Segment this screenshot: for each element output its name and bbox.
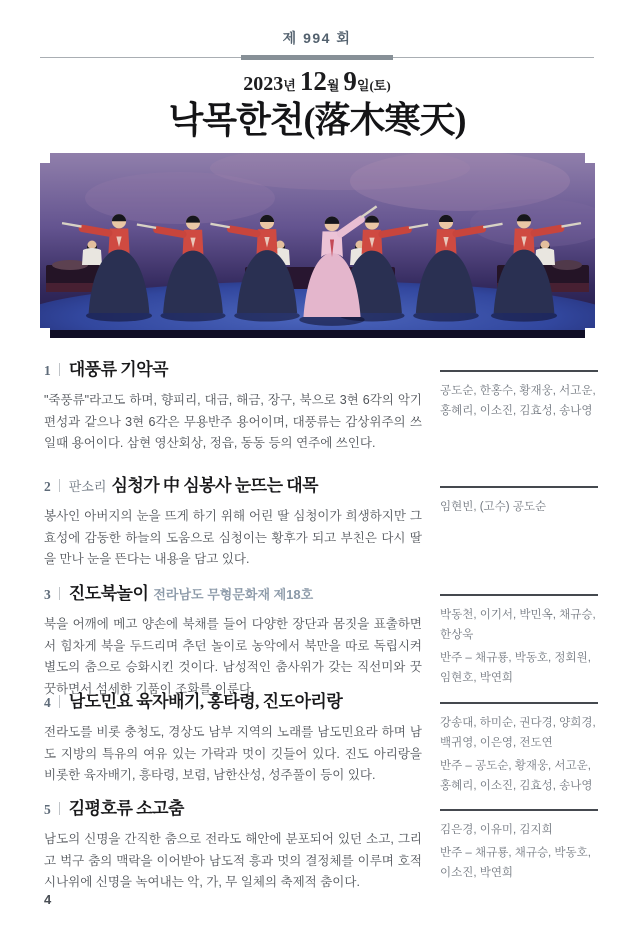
- section-title-text: 김평호류 소고춤: [68, 799, 184, 818]
- section-divider-bar: [59, 479, 60, 492]
- section-description: 봉사인 아버지의 눈을 뜨게 하기 위해 어린 딸 심청이가 희생하지만 그 효성에 감동한 하늘의 도움으로 심청이는 황후가 되고 부친은 다시 딸을 만나 눈을 뜬다는 내용을 담고 있다.: [44, 509, 422, 566]
- section-number: 3: [44, 587, 51, 602]
- performer-line: 김은경, 이유미, 김지희: [440, 824, 553, 836]
- date-day-unit: 일(토): [356, 78, 391, 93]
- section-number: 4: [44, 695, 51, 710]
- section-subtitle: 전라남도 무형문화재 제18호: [153, 587, 314, 602]
- section-description: 북을 어깨에 메고 양손에 북채를 들어 다양한 장단과 몸짓을 표출하면서 힘차게 북을 두드리며 추던 놀이로 농악에서 북만을 따로 독립시켜 별도의 춤으로 승화시킨 것이다. 남성적인 춤사위가 갖는 직선미와 꿋꿋하면서 섬세한 기품이 조화를 이룬다.: [44, 617, 422, 696]
- section-number: 1: [44, 363, 51, 378]
- performer-list: [440, 809, 598, 886]
- section-title-text: 심청가 中 심봉사 눈뜨는 대목: [111, 476, 319, 495]
- date-month-unit: 월: [326, 78, 340, 93]
- accompaniment-line: 반주 – 공도순, 황재웅, 서고운, 홍혜리, 이소진, 김효성, 송나영: [440, 760, 593, 793]
- edition-number: 제 994 회: [282, 30, 352, 46]
- header-divider-accent: [241, 55, 393, 60]
- performer-line: 박동천, 이기서, 박민옥, 채규승, 한상욱: [440, 609, 596, 642]
- section-divider-bar: [59, 363, 60, 376]
- section-divider-bar: [59, 802, 60, 815]
- section-number: 2: [44, 479, 51, 494]
- performer-list: [440, 702, 598, 800]
- stage-photo: [40, 153, 595, 338]
- date-year-unit: 년: [283, 78, 296, 93]
- section-description: 전라도를 비롯 충청도, 경상도 남부 지역의 노래를 남도민요라 하며 남도 지방의 특유의 여유 있는 가락과 멋이 깃들어 있다. 진도 아리랑을 비롯한 육자배기, 흥타령, 보렴, 남한산성, 성주풀이 등이 있다.: [44, 725, 422, 782]
- performer-list: [440, 486, 598, 520]
- performer-list: [440, 370, 598, 424]
- page-number: 4: [44, 892, 52, 907]
- accompaniment-line: 반주 – 채규룡, 채규승, 박동호, 이소진, 박연희: [440, 847, 591, 880]
- section-title-text: 남도민요 육자배기, 홍타령, 진도아리랑: [68, 692, 343, 711]
- accompaniment-line: 반주 – 채규룡, 박동호, 정회원, 임현호, 박연희: [440, 652, 591, 685]
- date-month: 12: [299, 66, 327, 96]
- date-day: 9: [343, 66, 357, 96]
- section-title: [44, 690, 422, 715]
- section-title: [44, 474, 422, 499]
- section-number: 5: [44, 802, 51, 817]
- date-year: 2023: [243, 73, 284, 95]
- performer-line: 공도순, 한홍수, 황재웅, 서고운, 홍혜리, 이소진, 김효성, 송나영: [440, 385, 596, 418]
- performer-line: 임현빈, (고수) 공도순: [440, 501, 547, 513]
- stage-photo-illustration: [40, 153, 595, 338]
- section-title-text: 대풍류 기악곡: [68, 360, 169, 379]
- section-title: [44, 797, 422, 822]
- section-genre-prefix: 판소리: [68, 479, 107, 494]
- section-description: "죽풍류"라고도 하며, 향피리, 대금, 해금, 장구, 북으로 3현 6각의 악기편성과 같으나 3현 6각은 무용반주 용어이며, 대풍류는 감상위주의 쓰일때 용어이다. 삼현 영산회상, 정읍, 동동 등의 연주에 쓰인다.: [44, 393, 422, 450]
- performer-line: 강송대, 하미순, 권다경, 양희경, 백귀영, 이은영, 전도연: [440, 717, 596, 750]
- section-title: [44, 582, 422, 607]
- page-title: 낙목한천(落木寒天): [168, 100, 466, 140]
- performer-list: [440, 594, 598, 692]
- section-description: 남도의 신명을 간직한 춤으로 전라도 해안에 분포되어 있던 소고, 그리고 벅구 춤의 맥락을 이어받아 남도적 흥과 멋의 결정체를 이루며 호적시나위에 신명을 녹여내는 악, 가, 무 일체의 축제적 춤이다.: [44, 832, 422, 889]
- section-divider-bar: [59, 587, 60, 600]
- section-title: [44, 358, 422, 383]
- section-divider-bar: [59, 695, 60, 708]
- section-title-text: 진도북놀이: [68, 584, 149, 603]
